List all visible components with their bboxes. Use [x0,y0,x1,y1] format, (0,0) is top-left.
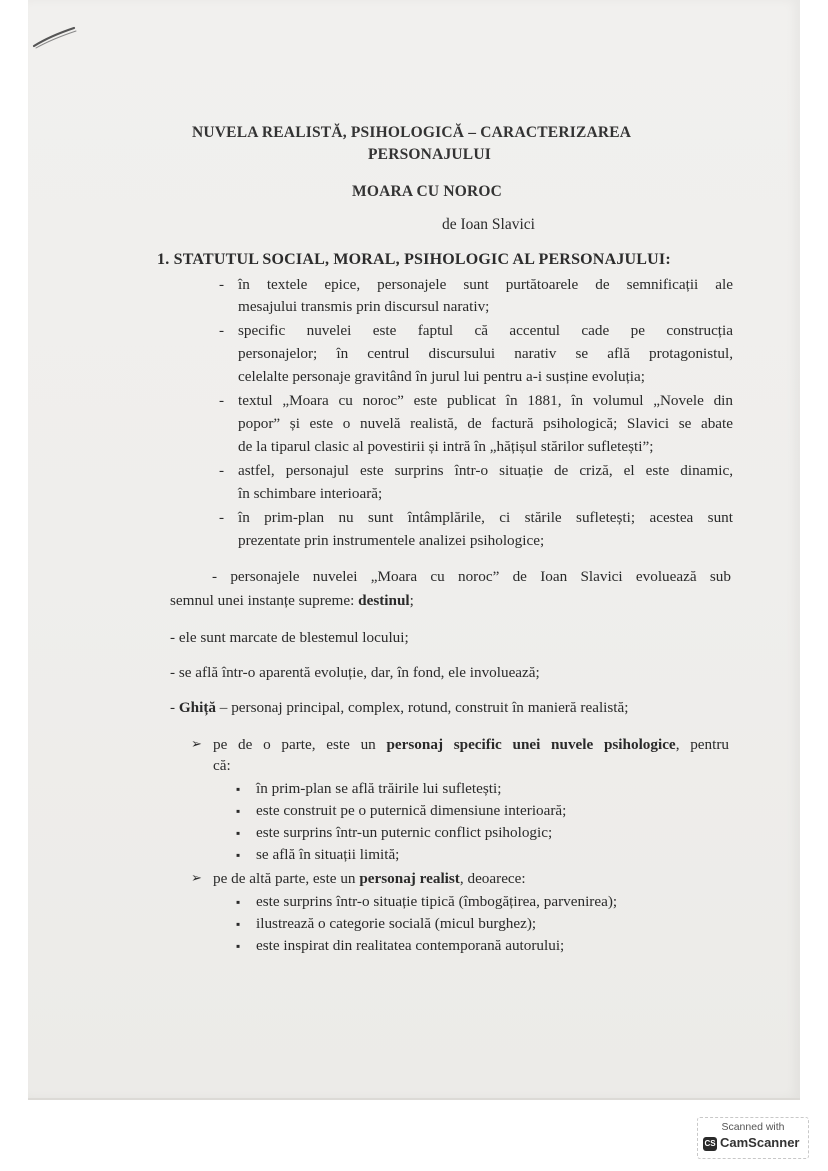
paragraph-text: – personaj principal, complex, rotund, construit în manieră realistă; [216,699,629,716]
keyword-destinul: destinul [358,592,410,609]
paragraph-text: pe de o parte, este un [213,736,387,753]
dash-item-line: în schimbare interioară; [238,485,383,502]
arrow-bullet-icon: ➢ [191,736,202,751]
square-bullet-icon: ▪ [236,782,241,796]
dash-marker: - [219,509,225,526]
dash-marker: - [219,392,225,409]
dash-item-line: popor” și este o nuvelă realistă, de factură psihologică; Slavici se abate [238,415,733,432]
paragraph-text: pe de altă parte, este un [213,870,360,887]
page-edge [28,1098,800,1100]
dash-item-line: în textele epice, personajele sunt purtătoarele de semnificații ale [238,276,733,293]
paragraph-text: - [170,699,179,716]
arrow-item-psychological [213,734,729,755]
keyword-psychological-character: personaj specific unei nuvele psihologice [386,736,676,753]
camscanner-logo-icon: CS [703,1137,717,1151]
square-bullet-icon: ▪ [236,804,241,818]
dash-item-line: prezentate prin instrumentele analizei psihologice; [238,532,545,549]
square-bullet-icon: ▪ [236,848,241,862]
bullet-item: în prim-plan se află trăirile lui sufletești; [256,780,502,797]
dash-item-line: personajelor; în centrul discursului narativ se află protagonistul, [238,345,733,362]
camscanner-brand: CamScanner [720,1135,800,1150]
square-bullet-icon: ▪ [236,939,241,953]
pen-mark-icon [30,22,80,52]
dash-item-line: specific nuvelei este faptul că accentul cade pe construcția [238,322,733,339]
bullet-item: este inspirat din realitatea contemporană autorului; [256,937,565,954]
dash-item-line: în prim-plan nu sunt întâmplările, ci stările sufletești; acestea sunt [238,509,733,526]
camscanner-watermark [697,1117,809,1159]
dash-item-line: celelalte personaje gravitând în jurul lui pentru a-i susține evoluția; [238,368,645,385]
bullet-item: este surprins într-un puternic conflict psihologic; [256,824,553,841]
scanned-with-label: Scanned with [721,1121,785,1133]
dash-item-line: de la tiparul clasic al povestirii și intră în „hățișul stărilor sufletești”; [238,438,654,455]
bullet-item: este surprins într-o situație tipică (îmbogățirea, parvenirea); [256,893,618,910]
bullet-item: este construit pe o puternică dimensiune interioară; [256,802,567,819]
dash-marker: - [219,462,225,479]
square-bullet-icon: ▪ [236,917,241,931]
paragraph-curse: - ele sunt marcate de blestemul locului; [170,629,409,646]
arrow-item-realist [213,868,526,889]
dash-item-line: astfel, personajul este surprins într-o situație de criză, el este dinamic, [238,462,733,479]
paragraph-destiny-line1: - personajele nuvelei „Moara cu noroc” de Ioan Slavici evoluează sub [212,568,731,585]
paragraph-evolution: - se află într-o aparentă evoluție, dar, în fond, ele involuează; [170,664,540,681]
arrow-item-continuation: că: [213,757,231,774]
bullet-item: ilustrează o categorie socială (micul burghez); [256,915,537,932]
bullet-item: se află în situații limită; [256,846,400,863]
dash-item-line: textul „Moara cu noroc” este publicat în 1881, în volumul „Novele din [238,392,733,409]
paragraph-text: , pentru [675,736,729,753]
author-line: de Ioan Slavici [442,216,535,233]
keyword-realist-character: personaj realist [359,870,460,887]
document-title-line2: PERSONAJULUI [368,146,491,163]
dash-marker: - [219,276,225,293]
arrow-bullet-icon: ➢ [191,870,202,885]
section1-heading: 1. STATUTUL SOCIAL, MORAL, PSIHOLOGIC AL PERSONAJULUI: [157,251,671,268]
square-bullet-icon: ▪ [236,826,241,840]
dash-item-line: mesajului transmis prin discursul narativ; [238,298,490,315]
paragraph-text: , deoarece: [459,870,526,887]
paragraph-ghita [170,697,628,718]
work-title: MOARA CU NOROC [352,183,503,200]
dash-marker: - [219,322,225,339]
paragraph-text: semnul unei instanțe supreme: [170,592,359,609]
paragraph-destiny-line2 [170,590,414,611]
paragraph-text: ; [409,592,414,609]
square-bullet-icon: ▪ [236,895,241,909]
document-title-line1: NUVELA REALISTĂ, PSIHOLOGICĂ – CARACTERIZAREA [192,124,632,141]
character-name-ghita: Ghiță [178,699,216,716]
